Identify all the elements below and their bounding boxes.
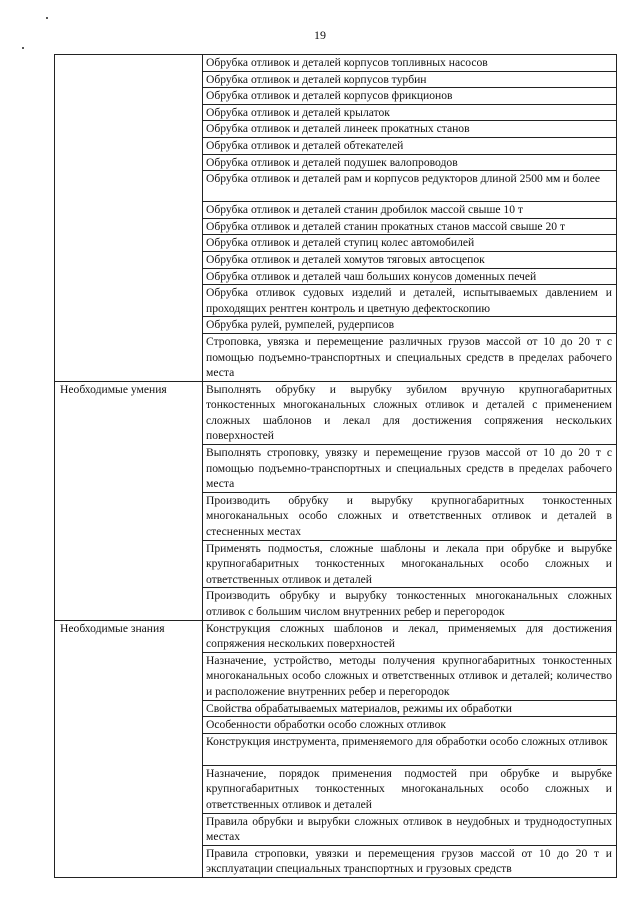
table-cell: Выполнять строповку, увязку и перемещение грузов массой от 10 до 20 т с помощью подъемно-транспортных и специальных средств в пределах рабочего места bbox=[203, 445, 617, 493]
table-cell: Назначение, порядок применения подмостей при обрубке и вырубке крупногабаритных тонкостенных многоканальных особо сложных и ответственных отливок и деталей bbox=[203, 765, 617, 813]
table-cell: Обрубка отливок и деталей станин дробилок массой свыше 10 т bbox=[203, 202, 617, 219]
table-cell: Конструкция инструмента, применяемого для обработки особо сложных отливок bbox=[203, 733, 617, 765]
row-label-knowledge: Необходимые знания bbox=[55, 620, 203, 877]
row-label-skills: Необходимые умения bbox=[55, 381, 203, 620]
table-cell: Обрубка отливок и деталей обтекателей bbox=[203, 137, 617, 154]
table-cell: Выполнять обрубку и вырубку зубилом вручную крупногабаритных тонкостенных многоканальных сложных отливок и деталей с применением сложных шаблонов и лекал для достижения сопряжения нескольких поверхностей bbox=[203, 381, 617, 444]
table-cell: Производить обрубку и вырубку тонкостенных многоканальных сложных отливок с большим числом внутренних ребер и перегородок bbox=[203, 588, 617, 620]
table-row bbox=[55, 381, 617, 444]
table-cell: Обрубка отливок судовых изделий и деталей, испытываемых давлением и проходящих рентген контроль и цветную дефектоскопию bbox=[203, 285, 617, 317]
table-cell: Применять подмостья, сложные шаблоны и лекала при обрубке и вырубке крупногабаритных тонкостенных многоканальных особо сложных и ответственных отливок и деталей bbox=[203, 540, 617, 588]
table-cell: Строповка, увязка и перемещение различных грузов массой от 10 до 20 т с помощью подъемно-транспортных и специальных средств в пределах рабочего места bbox=[203, 333, 617, 381]
table-cell: Обрубка отливок и деталей линеек прокатных станов bbox=[203, 121, 617, 138]
table-cell: Назначение, устройство, методы получения крупногабаритных тонкостенных многоканальных особо сложных и ответственных отливок и деталей; количество и расположение внутренних ребер и перегородок bbox=[203, 652, 617, 700]
table-cell: Правила строповки, увязки и перемещения грузов массой от 10 до 20 т и эксплуатации специальных транспортных и грузовых средств bbox=[203, 845, 617, 877]
table-cell: Особенности обработки особо сложных отливок bbox=[203, 717, 617, 734]
table-cell: Обрубка отливок и деталей рам и корпусов редукторов длиной 2500 мм и более bbox=[203, 171, 617, 202]
table-cell: Обрубка отливок и деталей корпусов фрикционов bbox=[203, 88, 617, 105]
table-cell: Обрубка отливок и деталей крылаток bbox=[203, 104, 617, 121]
table-cell: Производить обрубку и вырубку крупногабаритных тонкостенных многоканальных особо сложных и ответственных отливок и деталей в стесненных местах bbox=[203, 492, 617, 540]
table-cell: Обрубка отливок и деталей хомутов тяговых автосцепок bbox=[203, 251, 617, 268]
table-row bbox=[55, 620, 617, 652]
page-number: 19 bbox=[314, 28, 326, 42]
table-cell: Конструкция сложных шаблонов и лекал, применяемых для достижения сопряжения нескольких поверхностей bbox=[203, 620, 617, 652]
row-label bbox=[55, 55, 203, 382]
scan-speck bbox=[46, 17, 48, 19]
competency-table bbox=[54, 54, 617, 878]
table-cell: Обрубка отливок и деталей корпусов топливных насосов bbox=[203, 55, 617, 72]
table-cell: Обрубка отливок и деталей чаш больших конусов доменных печей bbox=[203, 268, 617, 285]
table-cell: Свойства обрабатываемых материалов, режимы их обработки bbox=[203, 700, 617, 717]
table-cell: Обрубка отливок и деталей корпусов турбин bbox=[203, 71, 617, 88]
scan-speck bbox=[22, 47, 24, 49]
table-cell: Обрубка отливок и деталей ступиц колес автомобилей bbox=[203, 235, 617, 252]
table-cell: Обрубка отливок и деталей станин прокатных станов массой свыше 20 т bbox=[203, 218, 617, 235]
table-cell: Обрубка рулей, румпелей, рудерписов bbox=[203, 317, 617, 334]
table-cell: Правила обрубки и вырубки сложных отливок в неудобных и труднодоступных местах bbox=[203, 813, 617, 845]
table-cell: Обрубка отливок и деталей подушек валопроводов bbox=[203, 154, 617, 171]
table-row bbox=[55, 55, 617, 72]
